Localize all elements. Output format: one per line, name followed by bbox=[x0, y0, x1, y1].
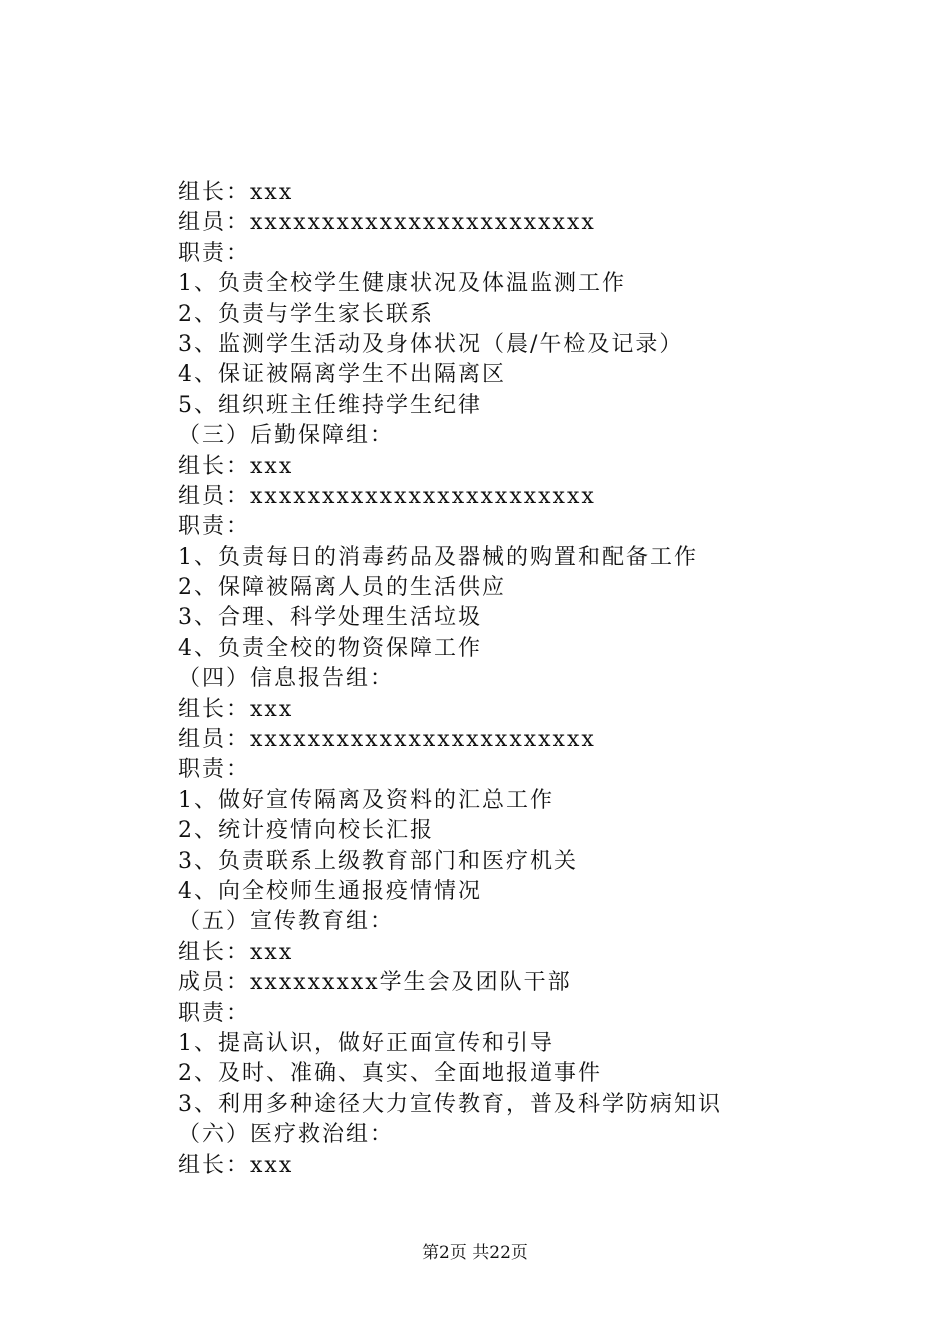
section-heading: （四）信息报告组： bbox=[178, 666, 395, 692]
text-line: 职责： bbox=[178, 240, 251, 266]
page-footer: 第2页 共22页 bbox=[422, 1243, 528, 1263]
text-line: 职责： bbox=[178, 757, 251, 783]
list-item: 2、负责与学生家长联系 bbox=[178, 301, 434, 327]
list-item: 4、负责全校的物资保障工作 bbox=[178, 635, 482, 661]
list-item: 4、向全校师生通报疫情情况 bbox=[178, 878, 482, 904]
text-line: 成员：xxxxxxxxx学生会及团队干部 bbox=[178, 970, 572, 996]
list-item: 2、统计疫情向校长汇报 bbox=[178, 818, 434, 844]
text-line: 组长：xxx bbox=[178, 939, 294, 965]
list-item: 1、提高认识，做好正面宣传和引导 bbox=[178, 1030, 554, 1056]
list-item: 4、保证被隔离学生不出隔离区 bbox=[178, 362, 506, 388]
section-heading: （三）后勤保障组： bbox=[178, 423, 395, 449]
list-item: 2、保障被隔离人员的生活供应 bbox=[178, 575, 506, 601]
section-heading: （六）医疗救治组： bbox=[178, 1122, 395, 1148]
list-item: 2、及时、准确、真实、全面地报道事件 bbox=[178, 1061, 602, 1087]
text-line: 组长：xxx bbox=[178, 696, 294, 722]
list-item: 1、负责每日的消毒药品及器械的购置和配备工作 bbox=[178, 544, 698, 570]
text-line: 组员：xxxxxxxxxxxxxxxxxxxxxxxx bbox=[178, 727, 596, 753]
document-body bbox=[178, 178, 878, 1181]
text-line: 职责： bbox=[178, 514, 251, 540]
text-line: 组员：xxxxxxxxxxxxxxxxxxxxxxxx bbox=[178, 483, 596, 509]
text-line: 职责： bbox=[178, 1000, 251, 1026]
text-line: 组长：xxx bbox=[178, 453, 294, 479]
list-item: 1、做好宣传隔离及资料的汇总工作 bbox=[178, 787, 554, 813]
list-item: 3、监测学生活动及身体状况（晨/午检及记录） bbox=[178, 331, 684, 357]
list-item: 3、负责联系上级教育部门和医疗机关 bbox=[178, 848, 578, 874]
text-line: 组员：xxxxxxxxxxxxxxxxxxxxxxxx bbox=[178, 210, 596, 236]
list-item: 3、利用多种途径大力宣传教育，普及科学防病知识 bbox=[178, 1091, 722, 1117]
text-line: 组长：xxx bbox=[178, 1152, 294, 1178]
list-item: 1、负责全校学生健康状况及体温监测工作 bbox=[178, 271, 626, 297]
section-heading: （五）宣传教育组： bbox=[178, 909, 395, 935]
list-item: 3、合理、科学处理生活垃圾 bbox=[178, 605, 482, 631]
text-line: 组长：xxx bbox=[178, 180, 294, 205]
list-item: 5、组织班主任维持学生纪律 bbox=[178, 392, 482, 418]
